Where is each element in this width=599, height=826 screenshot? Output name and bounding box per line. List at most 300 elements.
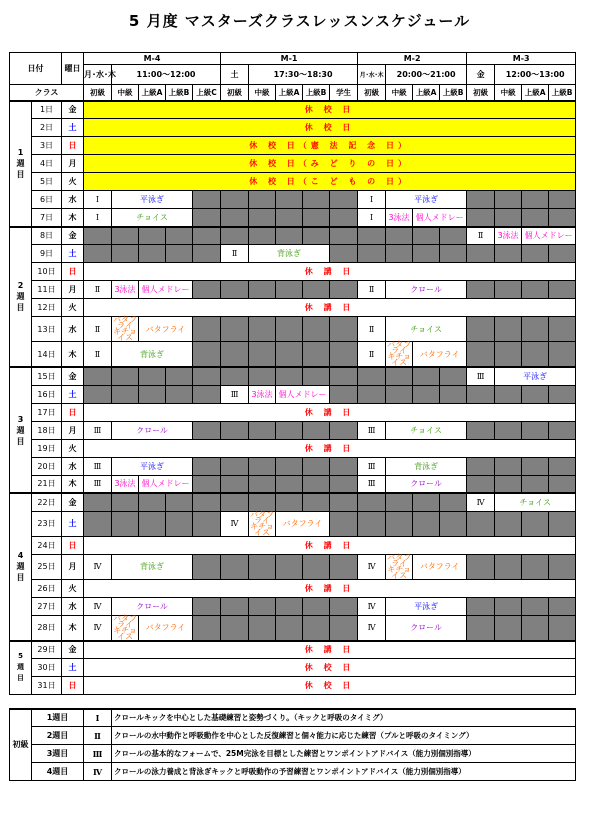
closed-slot (193, 511, 221, 536)
closed-slot (193, 615, 221, 641)
closed-slot (303, 475, 330, 493)
lesson-type: 平泳ぎ (112, 191, 193, 209)
group-days: 土 (221, 65, 249, 85)
lesson-detail: 個人メドレー (139, 475, 193, 493)
notes-week: 2週目 (32, 727, 84, 745)
lesson-level: Ⅲ (467, 367, 495, 385)
closed-slot (330, 457, 358, 475)
date-cell: 10日 (32, 263, 62, 281)
closed-slot (221, 457, 249, 475)
closed-slot (440, 367, 467, 385)
closed-slot (112, 367, 139, 385)
weekday-cell: 火 (62, 299, 84, 317)
lesson-type: チョイス (112, 209, 193, 227)
closed-slot (467, 281, 495, 299)
closed-slot (276, 191, 303, 209)
closed-slot (495, 421, 522, 439)
closed-banner: 休 講 日 (84, 439, 576, 457)
closed-slot (84, 493, 112, 511)
closed-slot (440, 245, 467, 263)
group-time: 17:30～18:30 (249, 65, 358, 85)
closed-slot (386, 245, 413, 263)
date-cell: 11日 (32, 281, 62, 299)
level-header: 上級B (440, 85, 467, 101)
closed-slot (303, 597, 330, 615)
closed-slot (358, 245, 386, 263)
closed-slot (221, 317, 249, 342)
closed-slot (193, 457, 221, 475)
lesson-level: Ⅲ (221, 385, 249, 403)
weekday-cell: 金 (62, 367, 84, 385)
closed-slot (303, 457, 330, 475)
closed-slot (276, 421, 303, 439)
closed-slot (166, 511, 193, 536)
weekday-cell: 日 (62, 403, 84, 421)
closed-slot (495, 385, 522, 403)
closed-slot (330, 554, 358, 579)
closed-slot (193, 554, 221, 579)
weekday-cell: 水 (62, 191, 84, 209)
closed-slot (549, 475, 576, 493)
closed-slot (276, 227, 303, 245)
level-header: 中級 (249, 85, 276, 101)
weekday-cell: 木 (62, 615, 84, 641)
date-cell: 26日 (32, 579, 62, 597)
closed-slot (358, 367, 386, 385)
level-header: 上級C (193, 85, 221, 101)
closed-slot (522, 191, 549, 209)
lesson-level: Ⅳ (84, 615, 112, 641)
lesson-level: Ⅲ (84, 475, 112, 493)
closed-slot (221, 367, 249, 385)
lesson-subnote: バタフライ キチョイス (250, 509, 275, 537)
week-label (10, 367, 32, 493)
closed-slot (358, 493, 386, 511)
lesson-detail: 個人メドレー (139, 281, 193, 299)
closed-slot (549, 385, 576, 403)
closed-slot (303, 209, 330, 227)
closed-slot (139, 385, 166, 403)
lesson-level: Ⅲ (84, 457, 112, 475)
week-label-text: 5週目 (17, 652, 24, 683)
weekday-cell: 火 (62, 579, 84, 597)
lesson-level: Ⅰ (84, 191, 112, 209)
date-cell: 14日 (32, 342, 62, 368)
closed-slot (358, 511, 386, 536)
weekday-cell: 日 (62, 263, 84, 281)
closed-slot (330, 367, 358, 385)
lesson-level: Ⅲ (84, 421, 112, 439)
lesson-level: Ⅱ (221, 245, 249, 263)
closed-slot (440, 227, 467, 245)
lesson-type: バタフライ (139, 615, 193, 641)
lesson-type: 平泳ぎ (386, 191, 467, 209)
closed-slot (249, 421, 276, 439)
closed-slot (467, 597, 495, 615)
closed-slot (495, 191, 522, 209)
weekday-cell: 金 (62, 641, 84, 659)
lesson-level: Ⅰ (358, 191, 386, 209)
date-cell: 13日 (32, 317, 62, 342)
closed-banner: 休 講 日 (84, 579, 576, 597)
group-code: M-3 (467, 53, 576, 65)
closed-slot (358, 385, 386, 403)
closed-slot (303, 367, 330, 385)
closed-slot (330, 421, 358, 439)
level-header: 中級 (386, 85, 413, 101)
closed-slot (249, 597, 276, 615)
closed-banner: 休 校 日（こ ど も の 日） (84, 173, 576, 191)
closed-slot (193, 342, 221, 368)
date-cell: 31日 (32, 677, 62, 695)
closed-slot (522, 209, 549, 227)
date-cell: 12日 (32, 299, 62, 317)
weekday-cell: 水 (62, 317, 84, 342)
lesson-level: Ⅱ (358, 317, 386, 342)
closed-slot (467, 191, 495, 209)
closed-slot (467, 317, 495, 342)
closed-banner: 休 講 日 (84, 536, 576, 554)
weekday-cell: 土 (62, 511, 84, 536)
closed-slot (139, 245, 166, 263)
closed-slot (495, 209, 522, 227)
closed-slot (193, 245, 221, 263)
lesson-level: Ⅳ (358, 554, 386, 579)
closed-slot (276, 317, 303, 342)
closed-banner: 休 講 日 (84, 263, 576, 281)
closed-banner: 休 講 日 (84, 403, 576, 421)
closed-slot (193, 385, 221, 403)
closed-slot (549, 615, 576, 641)
closed-banner: 休 講 日 (84, 641, 576, 659)
lesson-type: クロール (112, 597, 193, 615)
level-header: 中級 (112, 85, 139, 101)
closed-slot (467, 209, 495, 227)
weekday-cell: 土 (62, 659, 84, 677)
lesson-type: クロール (386, 475, 467, 493)
notes-roman: Ⅱ (84, 727, 112, 745)
lesson-type: チョイス (386, 317, 467, 342)
date-cell: 19日 (32, 439, 62, 457)
week-label (10, 227, 32, 368)
closed-slot (522, 597, 549, 615)
notes-text: クロールの水中動作と呼吸動作を中心とした反復練習と個々能力に応じた練習（プルと呼吸のタイミング） (112, 727, 576, 745)
closed-slot (467, 615, 495, 641)
closed-slot (467, 554, 495, 579)
lesson-level: Ⅱ (358, 281, 386, 299)
closed-slot (139, 511, 166, 536)
date-cell: 20日 (32, 457, 62, 475)
date-cell: 25日 (32, 554, 62, 579)
closed-slot (495, 597, 522, 615)
closed-slot (193, 475, 221, 493)
closed-slot (276, 554, 303, 579)
closed-slot (386, 227, 413, 245)
week-label (10, 493, 32, 641)
closed-slot (330, 317, 358, 342)
notes-roman: Ⅲ (84, 745, 112, 763)
weekday-cell: 土 (62, 245, 84, 263)
lesson-type: 背泳ぎ (249, 245, 330, 263)
lesson-subnote: バタフライ キチョイス (113, 613, 137, 641)
closed-slot (139, 227, 166, 245)
closed-slot (386, 385, 413, 403)
closed-slot (386, 493, 413, 511)
closed-slot (330, 511, 358, 536)
closed-slot (303, 554, 330, 579)
weekday-cell: 金 (62, 227, 84, 245)
closed-slot (522, 342, 549, 368)
closed-slot (166, 385, 193, 403)
class-header: クラス (10, 85, 84, 101)
date-cell: 23日 (32, 511, 62, 536)
closed-slot (193, 597, 221, 615)
notes-level: 初級 (10, 709, 32, 781)
date-cell: 1日 (32, 101, 62, 119)
lesson-type: バタフライ (139, 317, 193, 342)
lesson-level: Ⅳ (84, 597, 112, 615)
closed-slot (249, 457, 276, 475)
closed-banner: 休 校 日 (84, 101, 576, 119)
notes-roman: Ⅰ (84, 709, 112, 727)
lesson-level: Ⅳ (84, 554, 112, 579)
closed-slot (440, 511, 467, 536)
weekday-cell: 月 (62, 155, 84, 173)
weekday-cell: 水 (62, 597, 84, 615)
closed-slot (549, 191, 576, 209)
date-cell: 28日 (32, 615, 62, 641)
week-label (10, 641, 32, 695)
closed-slot (303, 493, 330, 511)
closed-banner: 休 校 日 (84, 677, 576, 695)
lesson-level: Ⅳ (358, 597, 386, 615)
closed-slot (303, 421, 330, 439)
schedule-table (9, 52, 576, 781)
closed-slot (467, 245, 495, 263)
level-header: 上級A (413, 85, 440, 101)
level-header: 初級 (84, 85, 112, 101)
closed-slot (495, 615, 522, 641)
closed-slot (549, 209, 576, 227)
closed-slot (221, 493, 249, 511)
date-cell: 15日 (32, 367, 62, 385)
closed-slot (413, 511, 440, 536)
closed-slot (386, 511, 413, 536)
level-header: 上級B (303, 85, 330, 101)
closed-slot (221, 475, 249, 493)
closed-slot (495, 281, 522, 299)
date-cell: 3日 (32, 137, 62, 155)
closed-slot (330, 597, 358, 615)
group-days: 金 (467, 65, 495, 85)
lesson-type: 背泳ぎ (386, 457, 467, 475)
closed-slot (249, 342, 276, 368)
closed-slot (303, 227, 330, 245)
closed-slot (522, 554, 549, 579)
closed-slot (276, 367, 303, 385)
closed-slot (166, 227, 193, 245)
closed-slot (249, 317, 276, 342)
group-time: 12:00～13:00 (495, 65, 576, 85)
lesson-type: 平泳ぎ (112, 457, 193, 475)
closed-slot (193, 191, 221, 209)
weekday-cell: 木 (62, 342, 84, 368)
closed-slot (112, 227, 139, 245)
closed-slot (221, 615, 249, 641)
closed-slot (495, 342, 522, 368)
lesson-type: チョイス (386, 421, 467, 439)
closed-slot (330, 342, 358, 368)
lesson-type: 3泳法 (112, 281, 139, 299)
closed-slot (112, 511, 139, 536)
closed-slot (440, 493, 467, 511)
closed-slot (139, 493, 166, 511)
lesson-type: 背泳ぎ (112, 554, 193, 579)
closed-slot (330, 209, 358, 227)
closed-slot (276, 475, 303, 493)
closed-slot (522, 421, 549, 439)
closed-slot (495, 317, 522, 342)
weekday-cell: 金 (62, 493, 84, 511)
closed-slot (495, 475, 522, 493)
closed-slot (522, 281, 549, 299)
notes-week: 3週目 (32, 745, 84, 763)
closed-slot (193, 281, 221, 299)
lesson-level: Ⅱ (84, 317, 112, 342)
closed-slot (440, 385, 467, 403)
page-title: 5 月度 マスターズクラスレッスンスケジュール (128, 12, 471, 30)
closed-slot (467, 511, 495, 536)
closed-slot (522, 475, 549, 493)
closed-slot (249, 475, 276, 493)
closed-slot (303, 281, 330, 299)
lesson-subnote: バタフライ キチョイス (113, 315, 137, 342)
date-cell: 2日 (32, 119, 62, 137)
lesson-level: Ⅲ (358, 457, 386, 475)
closed-slot (166, 493, 193, 511)
weekday-cell: 月 (62, 554, 84, 579)
closed-slot (413, 227, 440, 245)
lesson-type: バタフライ (413, 554, 467, 579)
weekday-cell: 日 (62, 536, 84, 554)
date-cell: 16日 (32, 385, 62, 403)
lesson-level: Ⅲ (358, 421, 386, 439)
closed-slot (84, 511, 112, 536)
closed-slot (112, 385, 139, 403)
lesson-level: Ⅱ (358, 342, 386, 368)
lesson-type: チョイス (495, 493, 576, 511)
lesson-type: 背泳ぎ (112, 342, 193, 368)
closed-slot (467, 385, 495, 403)
closed-slot (112, 245, 139, 263)
week-label-text: 1週目 (16, 148, 25, 179)
closed-slot (386, 367, 413, 385)
closed-slot (330, 191, 358, 209)
closed-slot (84, 227, 112, 245)
closed-slot (522, 385, 549, 403)
weekday-cell: 水 (62, 457, 84, 475)
closed-slot (467, 342, 495, 368)
date-cell: 22日 (32, 493, 62, 511)
closed-slot (358, 227, 386, 245)
weekday-cell: 土 (62, 385, 84, 403)
group-time: 20:00～21:00 (386, 65, 467, 85)
level-header: 上級A (139, 85, 166, 101)
lesson-type: 平泳ぎ (495, 367, 576, 385)
closed-slot (221, 597, 249, 615)
week-label (10, 101, 32, 227)
lesson-level: Ⅳ (221, 511, 249, 536)
lesson-level: Ⅰ (358, 209, 386, 227)
weekday-cell: 金 (62, 101, 84, 119)
lesson-level: Ⅳ (358, 615, 386, 641)
notes-week: 4週目 (32, 763, 84, 781)
level-header: 上級A (276, 85, 303, 101)
closed-slot (330, 245, 358, 263)
closed-slot (413, 385, 440, 403)
closed-slot (166, 367, 193, 385)
closed-slot (276, 281, 303, 299)
closed-slot (249, 493, 276, 511)
lesson-type: クロール (386, 281, 467, 299)
closed-slot (467, 475, 495, 493)
weekday-cell: 月 (62, 421, 84, 439)
closed-slot (303, 191, 330, 209)
date-header: 日付 (10, 53, 62, 85)
closed-slot (221, 281, 249, 299)
lesson-type: バタフライ (276, 511, 330, 536)
closed-slot (413, 493, 440, 511)
lesson-type: 平泳ぎ (386, 597, 467, 615)
lesson-level: Ⅱ (84, 281, 112, 299)
closed-slot (467, 457, 495, 475)
closed-slot (303, 615, 330, 641)
closed-slot (221, 342, 249, 368)
date-cell: 24日 (32, 536, 62, 554)
closed-slot (249, 367, 276, 385)
weekday-cell: 日 (62, 677, 84, 695)
weekday-cell: 土 (62, 119, 84, 137)
closed-slot (495, 457, 522, 475)
weekday-cell: 火 (62, 439, 84, 457)
closed-slot (276, 457, 303, 475)
closed-slot (193, 493, 221, 511)
closed-slot (221, 554, 249, 579)
closed-slot (522, 245, 549, 263)
closed-slot (139, 367, 166, 385)
group-code: M-1 (221, 53, 358, 65)
closed-slot (276, 615, 303, 641)
date-cell: 29日 (32, 641, 62, 659)
lesson-level: Ⅰ (84, 209, 112, 227)
closed-slot (249, 554, 276, 579)
closed-slot (221, 191, 249, 209)
closed-slot (166, 245, 193, 263)
closed-slot (112, 493, 139, 511)
closed-slot (84, 367, 112, 385)
level-header: 初級 (467, 85, 495, 101)
closed-slot (193, 317, 221, 342)
closed-slot (84, 245, 112, 263)
closed-slot (193, 209, 221, 227)
notes-text: クロールの基本的なフォームで、25M完泳を目標とした練習とワンポイントアドバイス（能力別個別指導） (112, 745, 576, 763)
closed-slot (549, 597, 576, 615)
closed-banner: 休 校 日（憲 法 記 念 日） (84, 137, 576, 155)
level-header: 上級B (166, 85, 193, 101)
lesson-detail: 個人メドレー (413, 209, 467, 227)
closed-banner: 休 校 日 (84, 659, 576, 677)
closed-slot (522, 615, 549, 641)
